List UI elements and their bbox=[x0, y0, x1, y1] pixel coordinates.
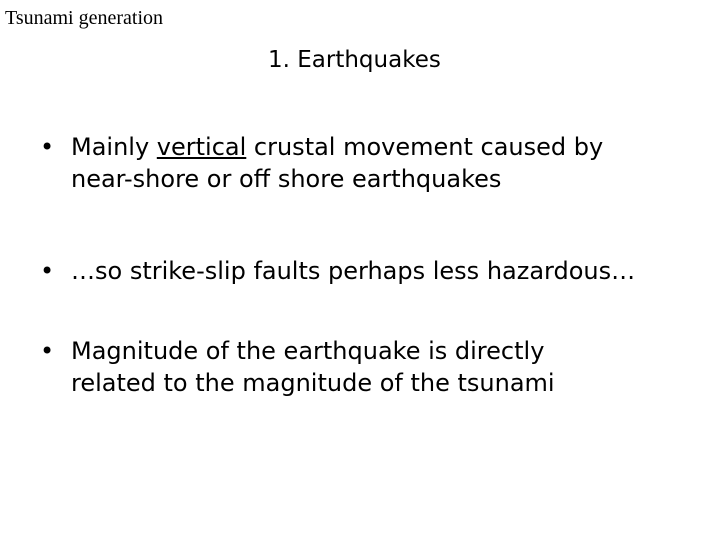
bullet-line: …so strike-slip faults perhaps less hazardous… bbox=[71, 257, 636, 285]
bullet-marker: • bbox=[40, 257, 55, 285]
bullet-line: near-shore or off shore earthquakes bbox=[71, 165, 502, 193]
bullet-text-segment: crustal movement caused by bbox=[246, 133, 604, 161]
bullet-text-segment: Mainly bbox=[71, 133, 157, 161]
bullet-item-vertical-movement bbox=[40, 131, 700, 195]
header-title: Tsunami generation bbox=[5, 7, 163, 29]
bullet-text bbox=[71, 255, 700, 287]
slide-heading: 1. Earthquakes bbox=[268, 47, 441, 73]
bullet-line: Magnitude of the earthquake is directly bbox=[71, 337, 545, 365]
bullet-item-magnitude bbox=[40, 335, 700, 399]
bullet-text bbox=[71, 335, 700, 399]
bullet-item-strike-slip bbox=[40, 255, 700, 287]
bullet-marker: • bbox=[40, 337, 55, 365]
bullet-line bbox=[71, 131, 700, 163]
bullet-line: related to the magnitude of the tsunami bbox=[71, 369, 555, 397]
bullet-marker: • bbox=[40, 133, 55, 161]
bullet-text bbox=[71, 131, 700, 195]
emphasized-word: vertical bbox=[156, 133, 247, 161]
